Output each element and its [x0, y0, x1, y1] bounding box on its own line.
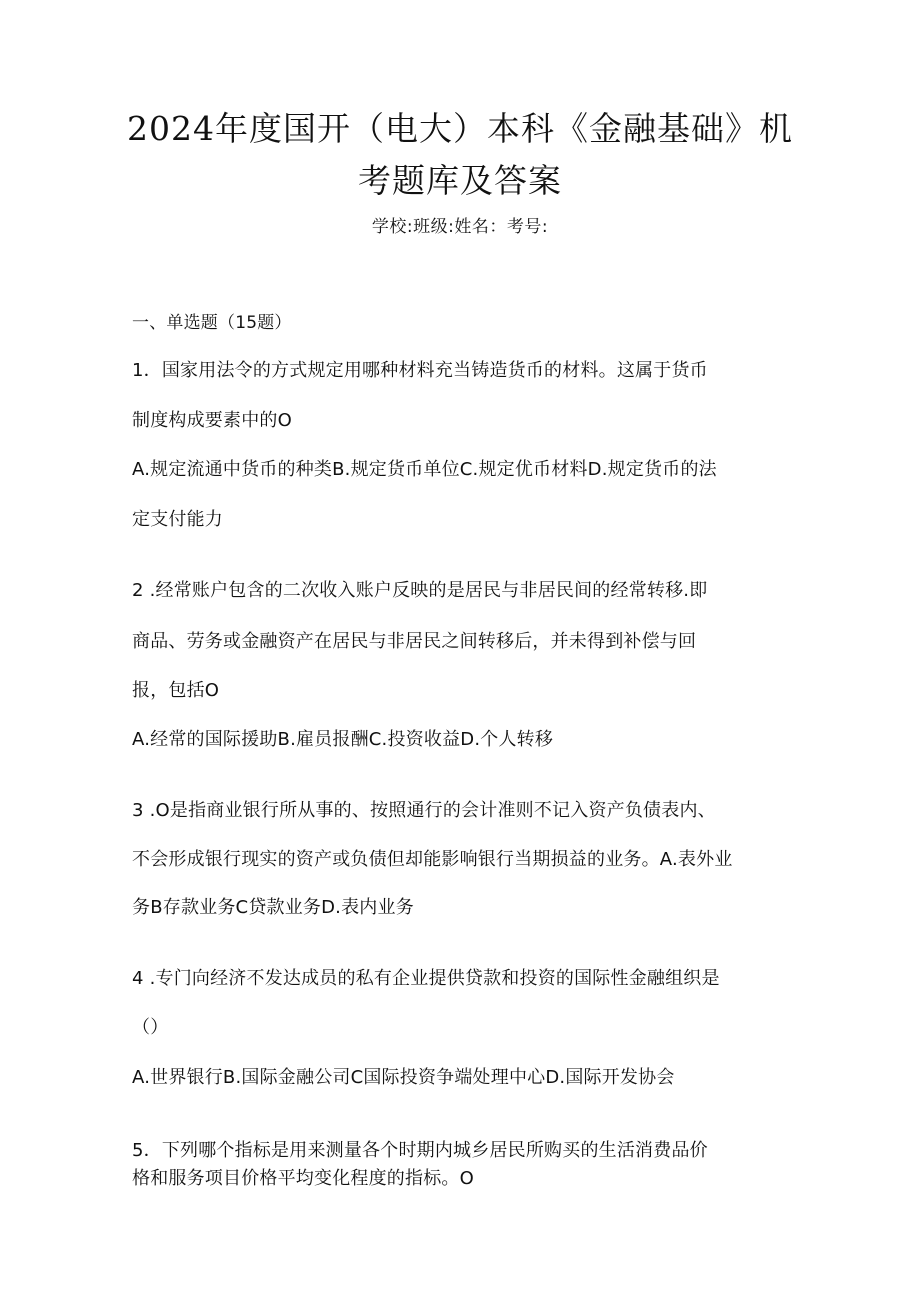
student-info-fields: 学校:班级:姓名：考号: [371, 217, 549, 237]
question-1-options-line-1: A.规定流通中货币的种类B.规定货币单位C.规定优币材料D.规定货币的法 [132, 459, 717, 480]
question-3-line-3: 务B存款业务C贷款业务D.表内业务 [132, 897, 414, 918]
question-2-options: A.经常的国际援助B.雇员报酬C.投资收益D.个人转移 [132, 729, 554, 750]
question-4-options: A.世界银行B.国际金融公司C国际投资争端处理中心D.国际开发协会 [132, 1067, 675, 1088]
question-3-line-2: 不会形成银行现实的资产或负债但却能影响银行当期损益的业务。A.表外业 [132, 849, 733, 870]
question-2-line-2: 商品、劳务或金融资产在居民与非居民之间转移后，并未得到补偿与回 [132, 631, 697, 652]
question-5-line-1: 5．下列哪个指标是用来测量各个时期内城乡居民所购买的生活消费品价 [132, 1140, 708, 1161]
question-1-options-line-2: 定支付能力 [132, 509, 223, 530]
question-2-line-3: 报，包括O [132, 680, 220, 701]
question-1-line-1: 1．国家用法令的方式规定用哪种材料充当铸造货币的材料。这属于货币 [132, 360, 708, 381]
question-1-line-2: 制度构成要素中的O [132, 410, 292, 431]
question-5-line-2: 格和服务项目价格平均变化程度的指标。O [132, 1168, 474, 1189]
question-4-line-1: 4 .专门向经济不发达成员的私有企业提供贷款和投资的国际性金融组织是 [132, 968, 720, 989]
question-4-line-2: （） [132, 1017, 169, 1038]
document-title-line-2: 考题库及答案 [358, 161, 562, 200]
document-title-line-1: 2024年度国开（电大）本科《金融基础》机 [127, 109, 793, 148]
question-3-line-1: 3 .O是指商业银行所从事的、按照通行的会计准则不记入资产负债表内、 [132, 800, 716, 821]
question-2-line-1: 2 .经常账户包含的二次收入账户反映的是居民与非居民间的经常转移.即 [132, 580, 708, 601]
section-heading: 一、单选题（15题） [132, 313, 292, 333]
